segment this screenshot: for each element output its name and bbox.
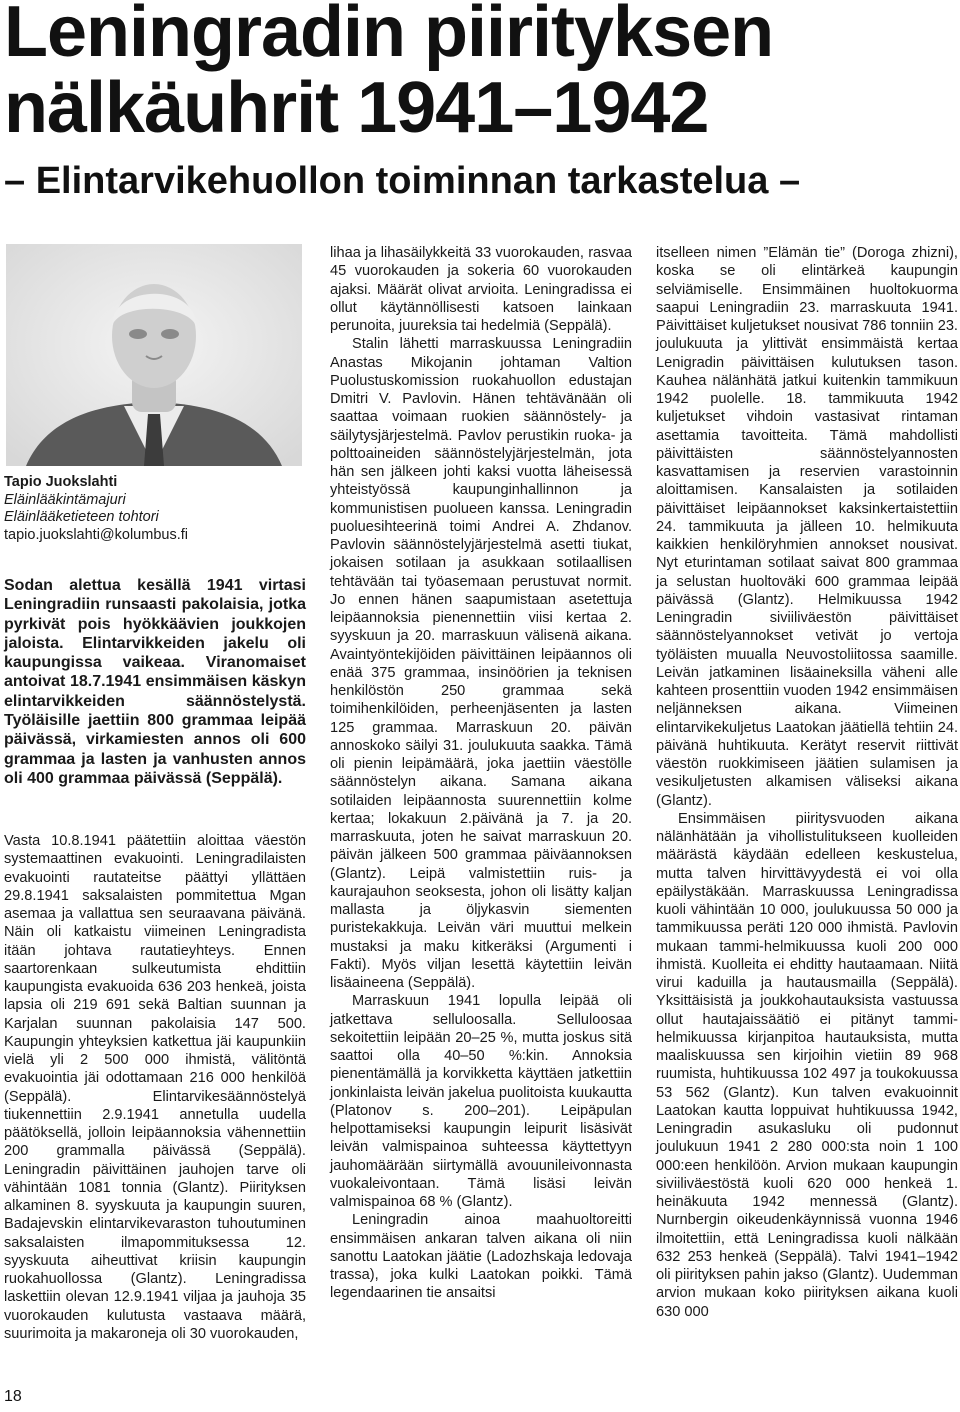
column-3 [656,244,958,1321]
title-line-2: nälkäuhrit 1941–1942 [4,68,709,148]
lead-paragraph: Sodan alettua kesällä 1941 virtasi Leningradiin runsaasti pakolaisia, jotka pyrkivät pois hyökkäävien joukkojen jaloista. Elintarvikkeiden jakelu oli kaupungissa vaikeaa. Viranomaiset antoivat 18.7.1941 ensimmäisen käskyn elintarvikkeiden säännöstelystä. Työläisille jaettiin 800 grammaa leipää päivässä, virkamiesten annos oli 600 grammaa ja lasten ja vanhusten annos oli 400 grammaa päivässä (Seppälä). [4,577,306,787]
article-title [4,0,954,146]
column-2-paragraph-2: Stalin lähetti marraskuussa Leningradiin Anastas Mikojanin johtaman Valtion Puolustuskomission ruokahuollon edustajan Dmitri V. Pavlovin. Hänen tehtävänään oli saattaa voimaan ruokien säännöstely- ja säilytysjärjestelmä. Pavlov perustikin ruoka- ja polttoaineiden säännöstelyjärjestelmän, jota hän sen jälkeen johti kaksi vuotta läheisessä yhteistyössä kaupunginhallinnon ja kommunistisen puolueen kanssa. Leningradin puoluesihteerinä toimi Andrei A. Zhdanov. Pavlovin säännöstelyjärjestelmä asetti tiukat, jokaisen sotilaan ja asukkaan sotilaallisen tehtävään tai työasemaan perustuvat normit. Jo ennen hänen saapumistaan asetettuja leipäannoksia pienennettiin viisi kertaa 2. syyskuun ja 20. marraskuun välisenä aikana. Avaintyöntekijöiden päivittäinen leipäannos oli enää 375 grammaa, insinöörien ja teknisen henkilöstön 250 grammaa sekä toimihenkilöiden, perheenjäsenten ja lasten 125 grammaa. Marraskuun 20. päivän annoskoko säilyi 31. joulukuuta saakka. Tämä oli pienin leipämäärä, joka jaettiin väestölle säännöstelyn aikana. Samana aikana sotilaiden leipäannosta suurennettiin kolme kertaa; lokakuun 2.päivänä ja 7. ja 20. marraskuuta, joten he saivat marraskuun 20. päivän jälkeen 500 grammaa päiväannoksen (Glantz). Leipä valmistettiin ruis- ja kaurajauhon seoksesta, johon oli lisätty kaljan mallasta ja öljykasvin siementen puristekakkuja. Leivän väri muuttui melkein mustaksi ja maku kitkeräksi (Argumenti i Fakti). Myös viljan lesettä käytettiin leivän lisäaineena (Seppälä). [330,336,632,991]
author-role-1: Eläinlääkintämajuri [4,491,126,508]
column-2-paragraph-1: lihaa ja lihasäilykkeitä 33 vuorokauden, rasvaa 45 vuorokauden ja sokeria 60 vuorokauden ajaksi. Määrät olivat arvioita. Leningradissa ei ollut käytännöllisesti katsoen lainkaan perunoita, juureksia tai hedelmiä (Seppälä). [330,245,632,334]
column-2-paragraph-4: Leningradin ainoa maahuoltoreitti ensimmäisen ankaran talven aikana oli niin sanottu Laatokan jäätie (Ladozhskaja ledovaja trassa), joka kulki Laatokan poikki. Tämä legendaarinen tie ansaitsi [330,1212,632,1302]
column-1-paragraph-1: Vasta 10.8.1941 päätettiin aloittaa väestön systemaattinen evakuointi. Leningradilaisten evakuointi rautateitse päättyi yllättäen 29.8.1941 saksalaisten pommitettua Mgan asemaa ja vallattua sen seuraavana päivänä. Näin oli katkaistu viimeinen Leningradista itään johtava rautatieyhteys. Ennen saartorenkaan sulkeutumista ehdittiin kaupungista evakuoida 636 203 henkeä, joista lapsia oli 219 691 sekä Baltian suunnan ja Karjalan suunnan pakolaisia 147 500. Kaupungin yhteyksien katkettua jäi kaupunkiin vielä yli 2 500 000 ihmistä, välitöntä evakuointia jäi odottamaan 216 000 henkilöä (Seppälä). Elintarvikesäännöstelyä tiukennettiin 2.9.1941 annetulla uudella päätöksellä, jolloin leipäannoksia vähennettiin 200 grammalla päivässä (Seppälä). Leningradin päivittäinen jauhojen tarve oli vähintään 1081 tonnia (Glantz). Piirityksen alkaminen 8. syyskuuta ja kaupungin suuren, Badajevskin elintarvikevaraston tuhoutuminen saksalaisten ilmapommituksessa 12. syyskuuta aiheuttivat kriisin kaupungin ruokahuollossa (Glantz). Leningradissa laskettiin olevan 12.9.1941 viljaa ja jauhoja 35 vuorokauden kulutusta vastaava määrä, suurimoita ja makaroneja oli 30 vuorokauden, [4,833,306,1342]
column-2-paragraph-3: Marraskuun 1941 lopulla leipää oli jatkettava selluloosalla. Selluloosaa sekoitettiin leipään 20–25 %, mutta joskus sitä saattoi olla 40–50 %:kin. Annoksia pienentämällä ja korvikketta käyttäen jatkettiin jonkinlaista leivän jakelua puolitoista kuukautta (Platonov s. 200–201). Leipäpulan helpottamiseksi kaupungin leipurit lisäsivät leivän valmispainoa suhteessa käyttettyyn jauhomäärään siirtymällä avouunileivonnasta vuokaleivontaan. Tämä lisäsi leivän valmispainoa 68 % (Glantz). [330,993,632,1210]
column-3-paragraph-2: Ensimmäisen piiritysvuoden aikana nälänhätään ja vihollistulitukseen kuolleiden määrästä käydään edelleen keskustelua, mutta talven hirvittävyydestä ei voi olla epäilystäkään. Marraskuussa Leningradissa kuoli vähintään 10 000, joulukuussa 50 000 ja tammikuussa peräti 120 000 ihmistä. Pavlovin mukaan tammi-helmikuussa kuoli 200 000 ihmistä. Kuolleita ei ehditty hautaamaan. Niitä virui kaduilla ja hautausmailla (Seppälä). Yksittäisistä ja joukkohautauksista vastuussa ollut hautajaissäätiö ei pitänyt tammi-helmikuussa kirjanpitoa hautauksista, mutta maaliskuussa sen kirjoihin vietiin 89 968 ruumista, huhtikuussa 102 497 ja toukokuussa 53 562 (Glantz). Kun talven evakuoinnit Laatokan kautta loppuivat huhtikuussa 1942, Leningradin asukasluku oli pudonnut joulukuun 1941 2 280 000:sta noin 1 100 000:een henkilöön. Arvion mukaan kaupungin siviiliväestöstä kuoli 620 000 henkeä 1. heinäkuuta 1942 mennessä (Glantz). Nurnbergin oikeudenkäynnissä vuonna 1946 ilmoitettiin, että Leningradissa kuoli nälkään 632 253 henkeä (Seppälä). Talvi 1941–1942 oli piirityksen pahin jakso (Glantz). Uudemman arvion mukaan koko piirityksen aikana kuoli 630 000 [656,810,958,1320]
column-3-paragraph-1: itselleen nimen ”Elämän tie” (Doroga zhizni), koska se oli elintärkeä kaupungin selviämiselle. Ensimmäinen huoltokuorma saapui Leningradiin 23. marraskuuta 1941. Päivittäiset kuljetukset nousivat 786 tonniin 23. joulukuuta ja ylittivät ensimmäistä kertaa Lenigradin päivittäisen kulutuksen tason. Kauhea nälänhätä jatkui kuitenkin tammikuun 1942 puolelle. 18. tammikuuta 1942 kuljetukset vihdoin vastasivat rintaman asettamia tavoitteita. Tämä mahdollisti päivittäisten säännöstelyannosten kasvattamisen ja reservien varastoinnin aloittamisen. Kansalaisten ja sotilaiden päivittäiset leipäannokset kaksinkertaistettiin 24. tammikuuta ja jälleen 10. helmikuuta kaikkien henkilöryhmien annokset nousivat. Nyt eturintaman sotilaat saivat 800 grammaa ja selustan huoltoväki 600 grammaa leipää päivässä (Glantz). Helmikuussa 1942 Leningradin siviiliväestön päivittäiset säännöstelyannokset vetivät jo vertoja työläisten muualla Neuvostoliitossa saamille. Leivän jatkaminen lisäaineksilla väheni alle kahteen prosenttiin vuoden 1942 ensimmäisen neljänneksen aikana. Viimeinen elintarvikekuljetus Laatokan jäätiellä tehtiin 24. päivänä huhtikuuta. Kerätyt reservit riittivät väestön ruokkimiseen jäätien sulamisen ja vesikuljetusten alkamisen väliseksi aikana (Glantz). [656,245,958,809]
page-number: 18 [4,1388,22,1405]
column-1 [4,832,306,1343]
author-name: Tapio Juokslahti [4,474,118,490]
title-line-1: Leningradin piirityksen [4,0,774,72]
author-info [4,474,304,544]
author-email[interactable]: tapio.juokslahti@kolumbus.fi [4,526,188,543]
column-2 [330,244,632,1303]
author-role-2: Eläinlääketieteen tohtori [4,509,159,525]
article-subtitle: – Elintarvikehuollon toiminnan tarkastelua – [4,160,801,202]
author-photo [6,244,302,466]
